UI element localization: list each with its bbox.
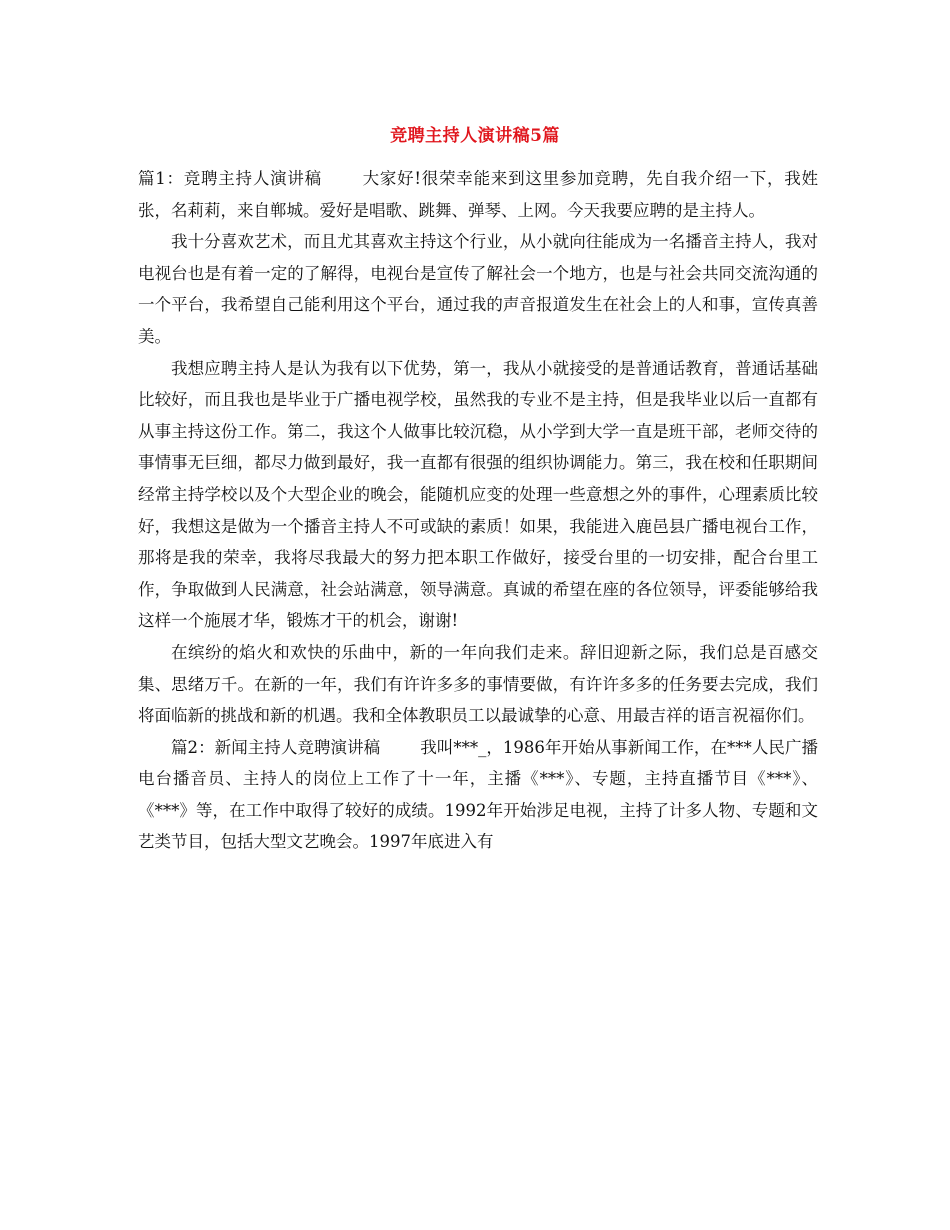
paragraph-4 — [138, 637, 818, 732]
section-heading-2: 篇2：新闻主持人竞聘演讲稿 — [171, 737, 381, 757]
section-heading-1: 篇1：竞聘主持人演讲稿 — [138, 169, 322, 188]
paragraph-1 — [138, 163, 818, 226]
paragraph-3 — [138, 353, 818, 637]
paragraph-text: 我想应聘主持人是认为我有以下优势，第一，我从小就接受的是普通话教育，普通话基础比较好，而且我也是毕业于广播电视学校，虽然我的专业不是主持，但是我毕业以后一直都有从事主持这份工作。第二，我这个人做事比较沉稳，从小学到大学一直是班干部，老师交待的事情事无巨细，都尽力做到最好，我一直都有很强的组织协调能力。第三，我在校和任职期间经常主持学校以及个大型企业的晚会，能随机应变的处理一些意想之外的事件，心理素质比较好，我想这是做为一个播音主持人不可或缺的素质！如果，我能进入鹿邑县广播电视台工作，那将是我的荣幸，我将尽我最大的努力把本职工作做好，接受台里的一切安排，配合台里工作，争取做到人民满意，社会站满意，领导满意。真诚的希望在座的各位领导，评委能够给我这样一个施展才华，锻炼才干的机会，谢谢! — [138, 358, 818, 631]
paragraph-text: 在缤纷的焰火和欢快的乐曲中，新的一年向我们走来。辞旧迎新之际，我们总是百感交集、思绪万千。在新的一年，我们有许许多多的事情要做，有许许多多的任务要去完成，我们将面临新的挑战和新的机遇。我和全体教职员工以最诚挚的心意、用最吉祥的语言祝福你们。 — [138, 642, 818, 726]
paragraph-5 — [138, 732, 818, 858]
paragraph-text: 我十分喜欢艺术，而且尤其喜欢主持这个行业，从小就向往能成为一名播音主持人，我对电视台也是有着一定的了解得，电视台是宣传了解社会一个地方，也是与社会共同交流沟通的一个平台，我希望自己能利用这个平台，通过我的声音报道发生在社会上的人和事，宣传真善美。 — [138, 232, 818, 346]
document-body — [138, 163, 818, 858]
paragraph-text: 我叫***_，1986年开始从事新闻工作，在***人民广播电台播音员、主持人的岗位上工作了十一年，主播《***》、专题，主持直播节目《***》、《***》等，在工作中取得了较好的成绩。1992年开始涉足电视，主持了计多人物、专题和文艺类节目，包括大型文艺晚会。1997年底进入有 — [138, 737, 818, 852]
document-title: 竞聘主持人演讲稿5篇 — [390, 126, 560, 146]
paragraph-text: 大家好!很荣幸能来到这里参加竞聘，先自我介绍一下，我姓张，名莉莉，来自郸城。爱好是唱歌、跳舞、弹琴、上网。今天我要应聘的是主持人。 — [138, 169, 818, 220]
paragraph-2 — [138, 226, 818, 352]
